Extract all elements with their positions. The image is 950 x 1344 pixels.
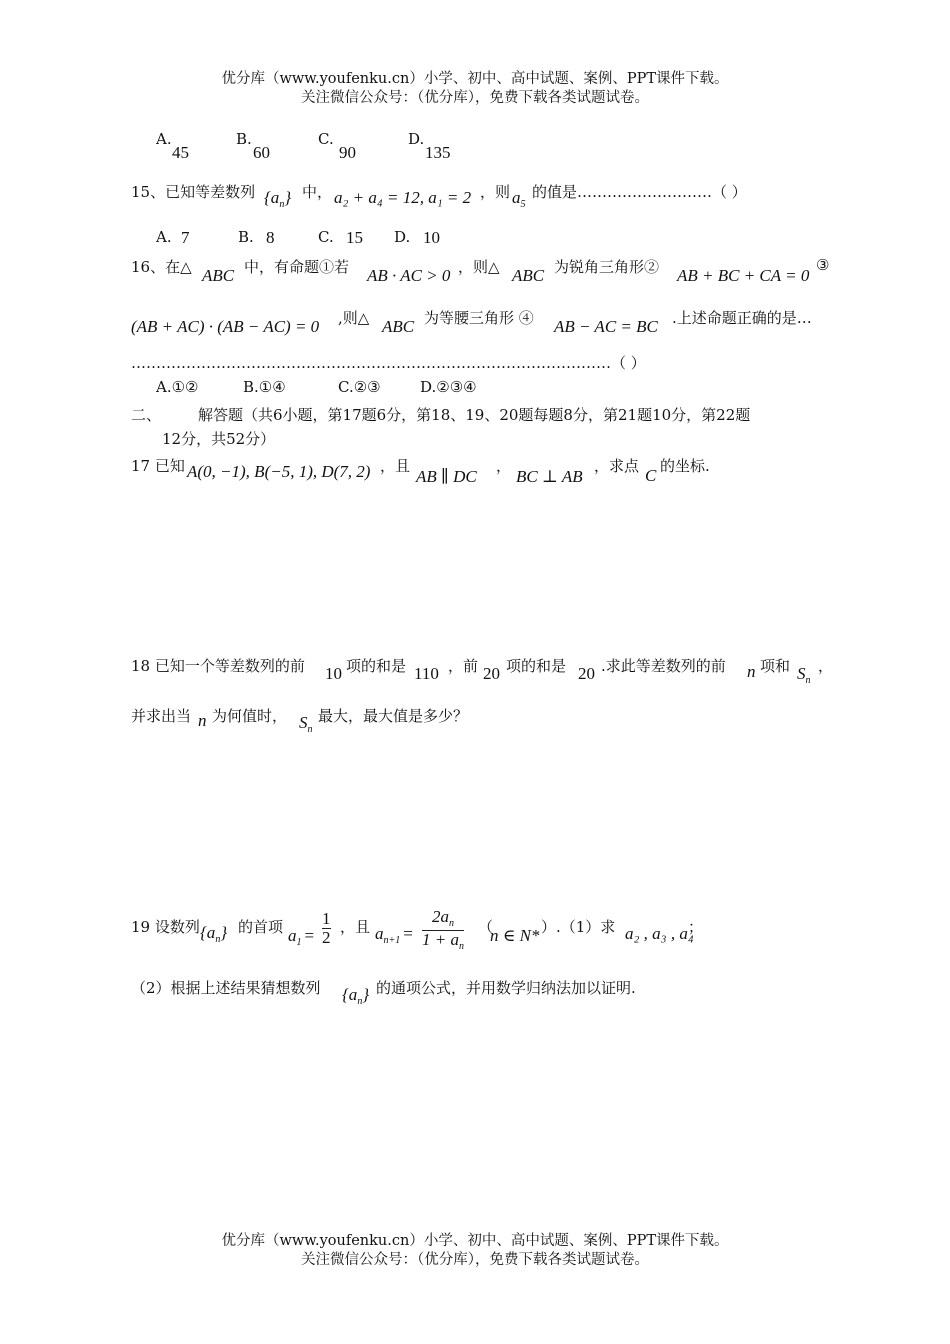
- q15-option-a-label: A.: [156, 228, 172, 246]
- q18-a: 18 已知一个等差数列的前: [131, 657, 305, 675]
- q19-c: ，且: [340, 918, 371, 936]
- q14-option-a-value: 45: [172, 143, 189, 162]
- q16-line1-c: ，则△: [458, 258, 500, 276]
- q16-line1-b: 中，有命题①若: [244, 258, 350, 276]
- q14-option-c-value: 90: [339, 143, 356, 162]
- q16-option-d: D.②③④: [420, 378, 477, 396]
- section-number: 二、: [131, 406, 162, 424]
- q19-sequence: $\{a_n\}$: [200, 923, 228, 945]
- q15-condition: a₂ + a₄ = 12, a₁ = 2: [334, 188, 472, 207]
- q16-abc-2: ABC: [512, 266, 545, 285]
- q15-then: ，则: [480, 183, 511, 201]
- q16-line1-d: 为锐角三角形②: [554, 258, 660, 276]
- q19-line2-sequence: $\{a_n\}$: [342, 985, 370, 1007]
- q15-option-b-value: 8: [266, 228, 275, 247]
- q17-points: A(0, −1), B(−5, 1), D(7, 2): [187, 462, 371, 481]
- footer-line-1: 优分库（www.youfenku.cn）小学、初中、高中试题、案例、PPT课件下载。: [221, 1233, 729, 1249]
- q14-option-d-value: 135: [425, 143, 451, 162]
- q16-abc-1: ABC: [202, 266, 235, 285]
- header-line-1: 优分库（www.youfenku.cn）小学、初中、高中试题、案例、PPT课件下载。: [221, 71, 729, 87]
- q19-a1: $a_1$ =: [288, 926, 315, 948]
- q18-line2-n: n: [198, 711, 207, 730]
- q15-option-b-label: B.: [238, 228, 254, 246]
- q16-expr-3: (AB + AC) · (AB − AC) = 0: [131, 317, 320, 336]
- q19-half-fraction: $\frac{1}{2}$: [322, 909, 331, 947]
- q19-f: ；: [688, 918, 704, 936]
- q19-recurrence-fraction: $\frac{2a_n}{1 + a_n}$: [422, 907, 464, 952]
- q18-b: 项的和是: [346, 657, 407, 675]
- q14-option-c-label: C.: [318, 130, 334, 148]
- q17-parallel: AB ∥ DC: [416, 467, 477, 486]
- q14-option-b-label: B.: [236, 130, 252, 148]
- q18-line2-b: 为何值时，: [212, 707, 288, 725]
- q17-b: ，且: [380, 457, 411, 475]
- q18-f: 项和: [760, 657, 791, 675]
- q18-line2-a: 并求出当: [131, 707, 192, 725]
- q18-line2-c: 最大，最大值是多少？: [318, 707, 469, 725]
- q18-n: n: [747, 662, 756, 681]
- q15-sequence: $\{a_n\}$: [264, 188, 292, 210]
- q16-option-c: C.②③: [338, 378, 381, 396]
- q16-expr-4: AB − AC = BC: [554, 317, 658, 336]
- q18-d: 项的和是: [506, 657, 567, 675]
- q16-expr-1: AB · AC > 0: [367, 266, 451, 285]
- q19-condition: n ∈ N*: [490, 926, 540, 945]
- q17-e: 的坐标.: [660, 457, 710, 475]
- q16-line1-e: ③: [816, 256, 830, 274]
- q18-n1: 10: [325, 664, 342, 683]
- q18-e: .求此等差数列的前: [601, 657, 726, 675]
- q16-abc-3: ABC: [382, 317, 415, 336]
- q18-c: ，前: [448, 657, 479, 675]
- q18-s1: 110: [414, 664, 439, 683]
- q19-a: 19 设数列: [131, 918, 200, 936]
- q16-option-a: A.①②: [156, 378, 199, 396]
- q19-line2-a: （2）根据上述结果猜想数列: [131, 979, 321, 997]
- q17-perpendicular: BC ⊥ AB: [516, 467, 583, 486]
- q16-option-b: B.①④: [243, 378, 286, 396]
- q15-option-c-value: 15: [346, 228, 363, 247]
- q14-option-d-label: D.: [408, 130, 425, 148]
- q19-d: （: [478, 918, 494, 936]
- q16-expr-2: AB + BC + CA = 0: [677, 266, 810, 285]
- q19-line2-b: 的通项公式，并用数学归纳法加以证明.: [376, 979, 636, 997]
- q16-line1-a: 16、在△: [131, 258, 192, 276]
- q15-option-d-value: 10: [423, 228, 440, 247]
- q18-s2: 20: [578, 664, 595, 683]
- q18-n2: 20: [483, 664, 500, 683]
- q15-option-d-label: D.: [394, 228, 411, 246]
- q19-ask: a₂ , a₃ , a₄: [625, 924, 694, 943]
- header-line-2: 关注微信公众号：（优分库），免费下载各类试题试卷。: [301, 90, 649, 106]
- q17-d: ，求点: [594, 457, 640, 475]
- q15-option-c-label: C.: [318, 228, 334, 246]
- q15-option-a-value: 7: [181, 228, 190, 247]
- q15-prefix: 15、已知等差数列: [131, 183, 256, 201]
- section-title-cont: 12分，共52分）: [162, 430, 276, 448]
- q15-mid: 中，: [302, 183, 333, 201]
- q19-e: ）.（1）求: [541, 918, 616, 936]
- q17-a: 17 已知: [131, 457, 185, 475]
- q17-point-c: C: [645, 466, 657, 485]
- q18-sn: $S_n$: [797, 664, 811, 686]
- q18-g: ，: [818, 657, 834, 675]
- q18-line2-sn: $S_n$: [299, 713, 313, 735]
- q15-target: $a_5$: [512, 188, 526, 210]
- q16-line2-c: .上述命题正确的是…: [672, 309, 812, 327]
- footer-line-2: 关注微信公众号：（优分库），免费下载各类试题试卷。: [301, 1252, 649, 1268]
- q14-option-b-value: 60: [253, 143, 270, 162]
- q15-suffix: 的值是………………………（ ）: [532, 183, 747, 201]
- q19-b: 的首项: [238, 918, 284, 936]
- q17-c: ，: [496, 457, 512, 475]
- q16-line2-b: 为等腰三角形 ④: [424, 309, 534, 327]
- q14-option-a-label: A.: [156, 130, 172, 148]
- q19-an1: $a_{n+1}$ =: [375, 924, 413, 946]
- section-title: 解答题（共6小题，第17题6分，第18、19、20题每题8分，第21题10分，第22题: [198, 406, 751, 424]
- q16-line2-a: ,则△: [338, 309, 370, 327]
- q16-line3: ……………………………………………………………………………………（ ）: [131, 354, 646, 372]
